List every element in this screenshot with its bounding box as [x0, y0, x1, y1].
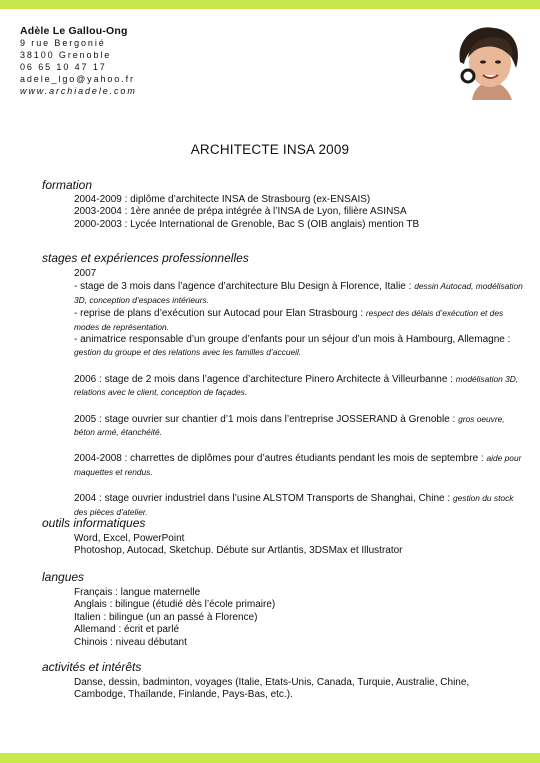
- page-title: ARCHITECTE INSA 2009: [190, 142, 350, 157]
- langue-item: Allemand : écrit et parlé: [74, 624, 180, 636]
- stage-note: dessin Autocad, modélisation 3D, conception d’espaces intérieurs.: [74, 281, 523, 305]
- stage-note: gestion du groupe et des relations avec les familles d’accueil.: [74, 347, 302, 358]
- formation-item: 2000-2003 : Lycée International de Grenoble, Bac S (OIB anglais) mention TB: [74, 218, 420, 230]
- stage-main: - animatrice responsable d’un groupe d’enfants pour un séjour d’un mois à Hambourg, Allemagne :: [74, 334, 511, 346]
- contact-email: adele_lgo@yahoo.fr: [20, 74, 135, 84]
- langue-item: Anglais : bilingue (étudié dès l’école primaire): [74, 599, 276, 611]
- section-heading-stages: stages et expériences professionnelles: [42, 251, 249, 265]
- stage-main: - reprise de plans d’exécution sur Autocad pour Elan Strasbourg :: [74, 308, 364, 320]
- langue-item: Chinois : niveau débutant: [74, 636, 187, 648]
- stage-entry: [74, 334, 524, 360]
- stage-main: 2004 : stage ouvrier industriel dans l’usine ALSTOM Transports de Shanghai, Chine :: [74, 493, 451, 505]
- stage-note: respect des délais d’exécution et des modes de représentation.: [74, 308, 504, 332]
- section-heading-activites: activités et intérêts: [42, 660, 142, 674]
- stages-list: [74, 268, 524, 519]
- section-heading-outils: outils informatiques: [42, 516, 146, 530]
- stage-entry: [74, 307, 524, 334]
- outils-item: Word, Excel, PowerPoint: [74, 533, 185, 544]
- langue-item: Français : langue maternelle: [74, 587, 201, 598]
- section-heading-langues: langues: [42, 570, 85, 584]
- stage-entry: [74, 373, 524, 400]
- outils-item: Photoshop, Autocad, Sketchup. Débute sur Artlantis, 3DSMax et Illustrator: [74, 545, 403, 557]
- stage-note: gestion du stock des pièces d’atelier.: [74, 493, 514, 517]
- contact-name: Adèle Le Gallou-Ong: [20, 25, 128, 37]
- stage-main: 2006 : stage de 2 mois dans l’agence d’architecture Pinero Architecte à Villeurbanne :: [74, 373, 453, 385]
- activites-text: Danse, dessin, badminton, voyages (Italie, Etats-Unis, Canada, Turquie, Australie, Chine, Cambodge, Thaïlande, Finlande, Pays-Bas, etc.).: [74, 677, 470, 701]
- outils-list: [74, 533, 524, 558]
- stage-main: 2005 : stage ouvrier sur chantier d’1 mois dans l’entreprise JOSSERAND à Grenoble :: [74, 413, 456, 425]
- stage-main: 2004-2008 : charrettes de diplômes pour d’autres étudiants pendant les mois de septembre :: [74, 453, 484, 465]
- contact-block: [20, 25, 137, 97]
- stage-entry: [74, 413, 524, 440]
- contact-phone: 06 65 10 47 17: [20, 62, 107, 72]
- contact-website: www.archiadele.com: [20, 86, 137, 96]
- profile-photo: [446, 18, 528, 100]
- bottom-accent-bar: [0, 753, 540, 763]
- formation-item: 2003-2004 : 1ère année de prépa intégrée à l’INSA de Lyon, filière ASINSA: [74, 206, 407, 218]
- contact-street: 9 rue Bergonié: [20, 38, 106, 48]
- section-heading-formation: formation: [42, 178, 93, 192]
- langue-item: Italien : bilingue (un an passé à Florence): [74, 611, 258, 623]
- formation-list: [74, 194, 524, 231]
- stage-note: gros oeuvre, béton armé, étanchéité.: [74, 413, 505, 438]
- formation-item: 2004-2009 : diplôme d’architecte INSA de Strasbourg (ex-ENSAIS): [74, 194, 371, 205]
- stage-entry: [74, 452, 524, 479]
- stage-main: - stage de 3 mois dans l’agence d’architecture Blu Design à Florence, Italie :: [74, 281, 412, 293]
- top-accent-bar: [0, 0, 540, 9]
- stage-entry: [74, 280, 524, 307]
- stage-note: aide pour maquettes et rendus.: [74, 453, 522, 477]
- stage-year: 2007: [74, 268, 97, 279]
- stage-note: modélisation 3D, relations avec le client, conception de façades.: [74, 373, 519, 398]
- contact-city: 38100 Grenoble: [20, 50, 112, 60]
- langues-list: [74, 587, 524, 649]
